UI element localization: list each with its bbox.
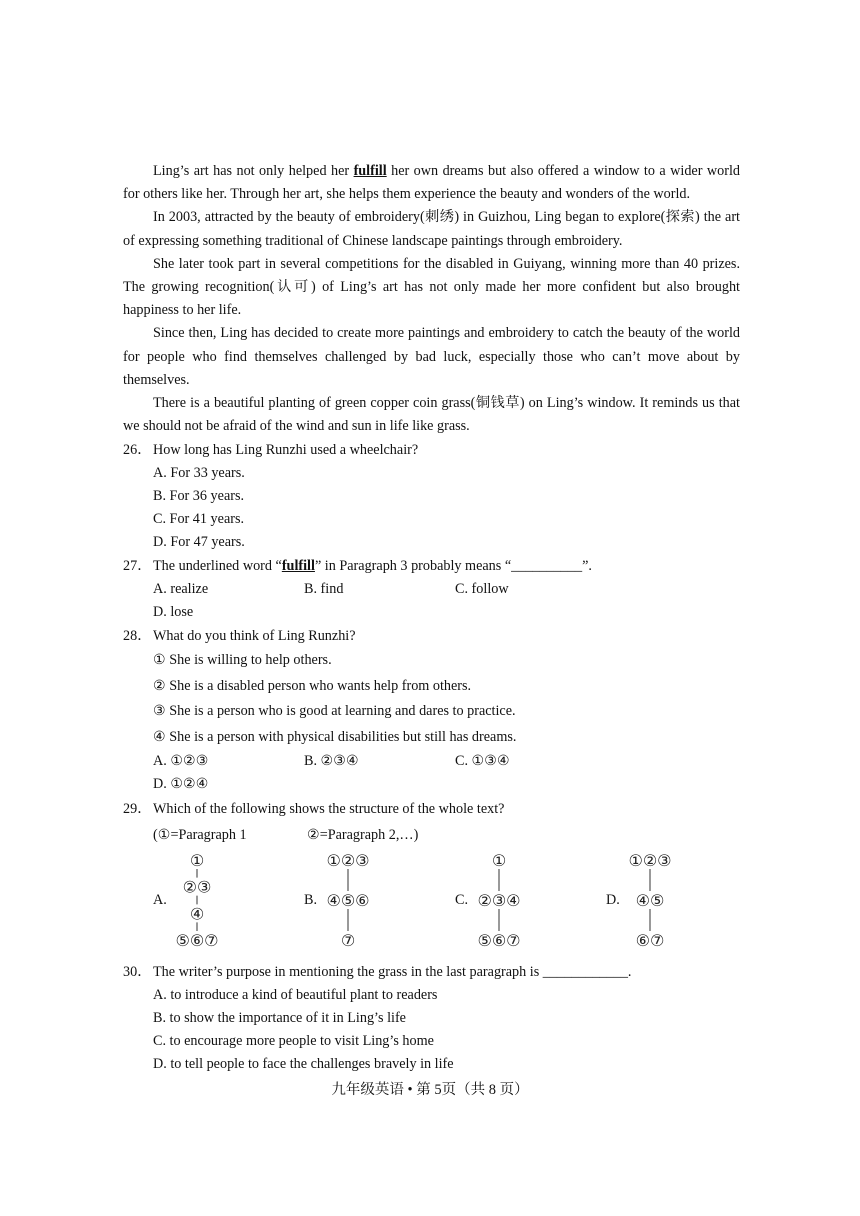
q27-stem (123, 554, 740, 578)
q29-diagram-b[interactable] (304, 852, 454, 952)
paragraph-1 (123, 160, 740, 206)
question-26 (123, 438, 740, 554)
q29-diagram-c[interactable] (455, 852, 605, 952)
q28-statement-4: ④ She is a person with physical disabilities but still has dreams. (153, 728, 517, 745)
q28-statement-1: ① She is willing to help others. (153, 652, 332, 669)
q29-diagram-letter: C. (455, 892, 469, 909)
q26-option-a[interactable]: A. For 33 years. (153, 465, 245, 482)
q26-option-c[interactable]: C. For 41 years. (153, 511, 245, 528)
q26-option-b[interactable]: B. For 36 years. (153, 488, 245, 505)
tree-node-paragraphs: ④ (189, 904, 205, 924)
q28-option-a[interactable]: A. ①②③ (153, 753, 209, 770)
q28-option-b[interactable]: B. ②③④ (304, 753, 359, 770)
q27-stem-a: The underlined word “ (153, 558, 282, 575)
structure-tree (304, 852, 454, 952)
q28-stem (123, 624, 740, 648)
q29-stem-text: Which of the following shows the structure of the whole text? (153, 801, 505, 818)
q28-options (123, 750, 740, 796)
tree-node-paragraphs: ④⑤⑥ (326, 891, 370, 911)
q29-diagram-letter: D. (606, 892, 620, 909)
question-28 (123, 624, 740, 796)
tree-node-paragraphs: ④⑤ (635, 891, 665, 911)
q30-option-c[interactable]: C. to encourage more people to visit Ling’s home (153, 1032, 434, 1049)
q29-diagram-d[interactable] (606, 852, 756, 952)
q28-statement-2: ② She is a disabled person who wants help from others. (153, 677, 472, 694)
q27-options (123, 578, 740, 624)
tree-node-paragraphs: ①②③ (326, 851, 370, 871)
q29-stem (123, 796, 740, 822)
tree-node-paragraphs: ⑦ (340, 931, 356, 951)
paragraph-3: She later took part in several competitions for the disabled in Guiyang, winning more than 40 prizes. The growing recognition(认可) of Ling’s art has not only made her more confident but also brought happiness to her life. (123, 255, 740, 319)
q29-diagram-a[interactable] (153, 852, 303, 952)
tree-node-paragraphs: ① (491, 851, 507, 871)
q27-option-b[interactable]: B. find (304, 581, 344, 598)
question-30 (123, 960, 740, 1075)
q29-note-a: (①=Paragraph 1 (153, 827, 247, 844)
q29-structure-diagrams (153, 852, 740, 952)
q27-option-a[interactable]: A. realize (153, 581, 209, 598)
q29-diagram-letter: A. (153, 892, 167, 909)
tree-node-paragraphs: ① (189, 851, 205, 871)
tree-node-paragraphs: ②③④ (477, 891, 521, 911)
q29-number: 29． (123, 801, 152, 818)
q26-stem-text: How long has Ling Runzhi used a wheelchair? (153, 442, 419, 459)
q30-stem (123, 960, 740, 984)
underlined-word-fulfill: fulfill (353, 163, 387, 179)
q28-option-c[interactable]: C. ①③④ (455, 753, 510, 770)
q26-option-d[interactable]: D. For 47 years. (153, 534, 245, 551)
paragraph-2: In 2003, attracted by the beauty of embroidery(刺绣) in Guizhou, Ling began to explore(探索) the art of expressing something traditional of Chinese landscape paintings through embroidery. (123, 209, 740, 249)
q29-note (123, 822, 740, 848)
paragraph-5: There is a beautiful planting of green copper coin grass(铜钱草) on Ling’s window. It reminds us that we should not be afraid of the wind and sun in life like grass. (123, 395, 740, 435)
p1-text-b: her own dreams but also offered a window to a wider world for others like her. Through her art, she helps them experience the beauty and wonders of the world. (123, 163, 740, 203)
q26-options (123, 462, 740, 554)
question-29 (123, 796, 740, 952)
q30-option-b[interactable]: B. to show the importance of it in Ling’s life (153, 1010, 406, 1027)
exam-page (123, 160, 740, 1075)
q29-diagram-letter: B. (304, 892, 318, 909)
tree-node-paragraphs: ⑥⑦ (635, 931, 665, 951)
q27-stem-b: ” in Paragraph 3 probably means “__________”. (314, 558, 592, 575)
q30-stem-text: The writer’s purpose in mentioning the grass in the last paragraph is ____________. (153, 964, 632, 981)
tree-node-paragraphs: ⑤⑥⑦ (175, 931, 219, 951)
q26-stem (123, 438, 740, 462)
q30-option-a[interactable]: A. to introduce a kind of beautiful plant to readers (153, 987, 438, 1004)
q26-number: 26． (123, 442, 152, 459)
q27-underlined-word: fulfill (281, 558, 315, 575)
q30-number: 30． (123, 964, 152, 981)
p1-text-a: Ling’s art has not only helped her (153, 163, 354, 179)
q27-option-c[interactable]: C. follow (455, 581, 509, 598)
q27-option-d[interactable]: D. lose (153, 604, 194, 621)
structure-tree (153, 852, 303, 952)
structure-tree (455, 852, 605, 952)
structure-tree (606, 852, 756, 952)
page-footer: 九年级英语 • 第 5页（共 8 页） (331, 1082, 529, 1098)
tree-node-paragraphs: ②③ (182, 878, 212, 898)
q30-option-d[interactable]: D. to tell people to face the challenges bravely in life (153, 1055, 454, 1072)
question-27 (123, 554, 740, 624)
q29-note-b: ②=Paragraph 2,…) (307, 827, 419, 844)
q28-statement-3: ③ She is a person who is good at learning and dares to practice. (153, 703, 516, 720)
tree-node-paragraphs: ⑤⑥⑦ (477, 931, 521, 951)
tree-node-paragraphs: ①②③ (628, 851, 672, 871)
q28-option-d[interactable]: D. ①②④ (153, 776, 209, 793)
paragraph-4: Since then, Ling has decided to create more paintings and embroidery to catch the beauty of the world for people who find themselves challenged by bad luck, especially those who can’t move about by themselves. (123, 325, 740, 388)
q27-number: 27． (123, 558, 152, 575)
q28-number: 28． (123, 628, 152, 645)
q28-stem-text: What do you think of Ling Runzhi? (153, 628, 356, 645)
